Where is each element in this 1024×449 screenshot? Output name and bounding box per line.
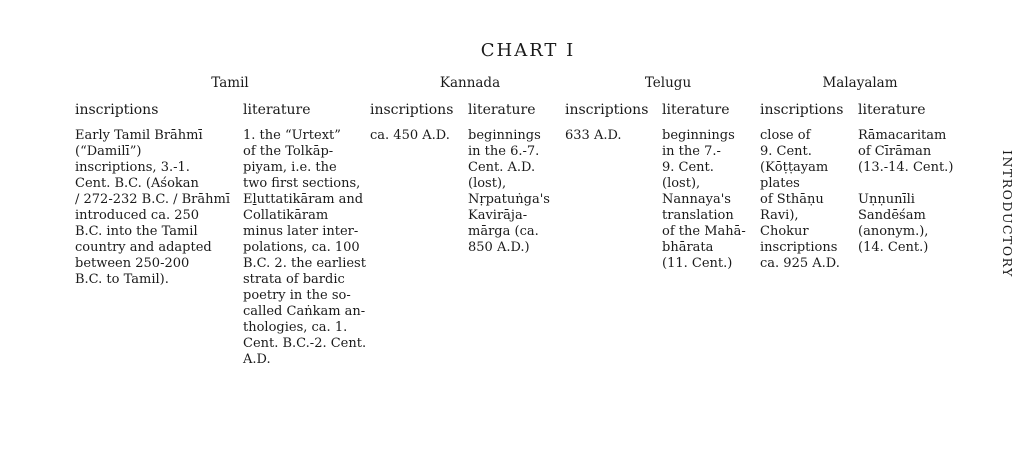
text-line: (“Damilī”) <box>75 144 142 159</box>
text-line: B.C. 2. the earliest <box>243 256 366 271</box>
text-line: country and adapted <box>75 240 212 255</box>
text-line: Kavirāja- <box>468 208 528 223</box>
text-line: 633 A.D. <box>565 128 622 143</box>
header-malayalam-inscriptions: inscriptions <box>760 102 844 118</box>
text-line: introduced ca. 250 <box>75 208 200 223</box>
text-line: Eḻuttatikāram and <box>243 192 364 207</box>
text-line: 850 A.D.) <box>468 240 530 255</box>
text-line: Chokur <box>760 224 809 239</box>
text-line: two first sections, <box>243 176 361 191</box>
text-line: of the Tolkāp- <box>243 144 334 159</box>
text-line: in the 7.- <box>662 144 721 159</box>
text-line: piyam, i.e. the <box>243 160 337 175</box>
text-line: mārga (ca. <box>468 224 539 239</box>
lang-kannada: Kannada <box>439 75 501 91</box>
header-tamil-inscriptions: inscriptions <box>75 102 159 118</box>
text-line: (14. Cent.) <box>858 240 929 255</box>
malayalam-literature-cell <box>858 128 953 256</box>
text-line: (lost), <box>662 176 701 191</box>
text-line: Cent. B.C. (Aśokan <box>75 176 199 191</box>
lang-tamil: Tamil <box>211 75 249 91</box>
text-line: Nṛpatuṅga's <box>468 192 550 207</box>
text-line: ca. 450 A.D. <box>370 128 450 143</box>
kannada-inscriptions-cell <box>370 128 450 144</box>
text-line: beginnings <box>468 128 541 143</box>
chart-title: CHART I <box>480 40 576 61</box>
text-line: A.D. <box>243 352 271 367</box>
spacer <box>858 176 953 192</box>
text-line: ca. 925 A.D. <box>760 256 840 271</box>
header-kannada-inscriptions: inscriptions <box>370 102 454 118</box>
text-line: Uṇṇunīli <box>858 192 915 207</box>
text-line: thologies, ca. 1. <box>243 320 348 335</box>
text-line: called Caṅkam an- <box>243 304 366 319</box>
text-line: (anonym.), <box>858 224 929 239</box>
header-telugu-literature: literature <box>662 102 730 118</box>
text-line: plates <box>760 176 800 191</box>
text-line: inscriptions <box>760 240 838 255</box>
text-line: translation <box>662 208 734 223</box>
header-telugu-inscriptions: inscriptions <box>565 102 649 118</box>
kannada-literature-cell <box>468 128 550 256</box>
malayalam-inscriptions-cell <box>760 128 840 272</box>
text-line: B.C. into the Tamil <box>75 224 198 239</box>
text-line: minus later inter- <box>243 224 359 239</box>
text-line: Ravi), <box>760 208 799 223</box>
text-line: strata of bardic <box>243 272 345 287</box>
text-line: 9. Cent. <box>760 144 812 159</box>
text-line: Cent. B.C.-2. Cent. <box>243 336 367 351</box>
text-line: polations, ca. 100 <box>243 240 360 255</box>
text-line: inscriptions, 3.-1. <box>75 160 190 175</box>
text-line: Collatikāram <box>243 208 329 223</box>
text-line: B.C. to Tamil). <box>75 272 169 287</box>
text-line: close of <box>760 128 811 143</box>
header-tamil-literature: literature <box>243 102 311 118</box>
text-line: Rāmacaritam <box>858 128 947 143</box>
text-line: / 272-232 B.C. / Brāhmī <box>75 192 230 207</box>
side-running-head: INTRODUCTORY <box>1000 150 1015 278</box>
text-line: (Kōṭṭayam <box>760 160 829 175</box>
text-line: beginnings <box>662 128 735 143</box>
text-line: (11. Cent.) <box>662 256 733 271</box>
lang-malayalam: Malayalam <box>822 75 898 91</box>
text-line: of the Mahā- <box>662 224 746 239</box>
tamil-literature-cell <box>243 128 366 368</box>
header-malayalam-literature: literature <box>858 102 926 118</box>
text-line: Early Tamil Brāhmī <box>75 128 203 143</box>
text-line: Sandēśam <box>858 208 926 223</box>
text-line: (lost), <box>468 176 507 191</box>
text-line: 1. the “Urtext” <box>243 128 341 143</box>
text-line: of Sthāṇu <box>760 192 824 207</box>
text-line: (13.-14. Cent.) <box>858 160 954 175</box>
text-line: bhārata <box>662 240 714 255</box>
text-line: Cent. A.D. <box>468 160 536 175</box>
telugu-inscriptions-cell <box>565 128 622 144</box>
lang-telugu: Telugu <box>644 75 692 91</box>
telugu-literature-cell <box>662 128 746 272</box>
header-kannada-literature: literature <box>468 102 536 118</box>
tamil-inscriptions-cell <box>75 128 230 288</box>
text-line: of Cīrāman <box>858 144 932 159</box>
text-line: between 250-200 <box>75 256 190 271</box>
text-line: in the 6.-7. <box>468 144 540 159</box>
text-line: 9. Cent. <box>662 160 714 175</box>
text-line: poetry in the so- <box>243 288 351 303</box>
text-line: Nannaya's <box>662 192 731 207</box>
